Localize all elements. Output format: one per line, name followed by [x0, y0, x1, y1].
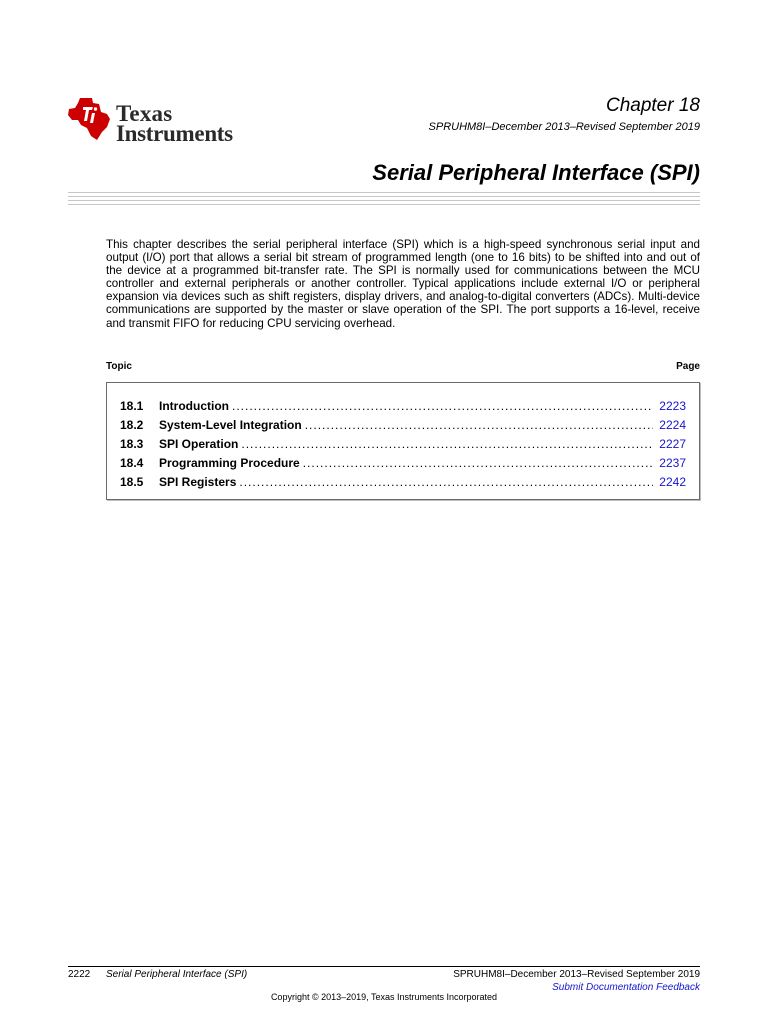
chapter-label: Chapter 18	[605, 95, 700, 116]
logo-line1: Texas	[116, 101, 173, 126]
chapter-title: Serial Peripheral Interface (SPI)	[372, 160, 700, 185]
title-rules	[68, 192, 700, 208]
toc-entry[interactable]	[120, 473, 686, 489]
footer-section-title: Serial Peripheral Interface (SPI)	[106, 969, 248, 980]
toc-entry-page-link[interactable]: 2224	[659, 418, 686, 432]
header-doc-id: SPRUHM8I–December 2013–Revised September 2019	[428, 121, 700, 133]
toc-entry-title: Introduction	[159, 399, 229, 413]
copyright-notice: Copyright © 2013–2019, Texas Instruments Incorporated	[270, 992, 498, 1002]
toc-entry-number: 18.4	[120, 456, 144, 470]
toc-entry-page-link[interactable]: 2223	[659, 399, 686, 413]
toc-entry-title: SPI Operation	[159, 437, 239, 451]
toc-entry-title: System-Level Integration	[159, 418, 302, 432]
toc-entry-title: Programming Procedure	[159, 456, 300, 470]
ti-logo	[66, 96, 266, 148]
toc-leader-dots	[232, 399, 653, 413]
toc-entry-number: 18.5	[120, 475, 144, 489]
toc-box	[106, 382, 700, 500]
toc-entry-page-link[interactable]: 2237	[659, 456, 686, 470]
logo-line2: Instruments	[116, 121, 233, 146]
toc-leader-dots	[239, 475, 653, 489]
toc-entry-title: SPI Registers	[159, 475, 237, 489]
toc-leader-dots	[305, 418, 653, 432]
toc-entry-page-link[interactable]: 2242	[659, 475, 686, 489]
toc-entry[interactable]	[120, 435, 686, 451]
footer-rule	[68, 966, 700, 967]
toc-entry-number: 18.1	[120, 399, 144, 413]
toc-entry[interactable]	[120, 397, 686, 413]
toc-entry-number: 18.2	[120, 418, 144, 432]
submit-feedback-link[interactable]: Submit Documentation Feedback	[552, 982, 700, 993]
intro-paragraph: This chapter describes the serial peripheral interface (SPI) which is a high-speed synchronous serial input and output (I/O) port that allows a serial bit stream of programmed length (one to 16 bits) to be shifted into and out of the device at a programmed bit-transfer rate. The SPI is normally used for communications between the MCU controller and external peripherals or another controller. Typical applications include external I/O or peripheral expansion via devices such as shift registers, display drivers, and analog-to-digital converters (ADCs). Multi-device communications are supported by the master or slave operation of the SPI. The port supports a 16-level, receive and transmit FIFO for reducing CPU servicing overhead.	[106, 238, 700, 330]
ti-state-logo-icon	[66, 96, 112, 142]
toc-leader-dots	[241, 437, 653, 451]
footer-page-number: 2222	[68, 969, 91, 980]
toc-topic-label: Topic	[106, 361, 132, 372]
ti-wordmark	[116, 101, 233, 146]
toc-page-label: Page	[676, 361, 700, 372]
toc-entry-page-link[interactable]: 2227	[659, 437, 686, 451]
toc-entry-number: 18.3	[120, 437, 144, 451]
footer-doc-id: SPRUHM8I–December 2013–Revised September 2019	[453, 969, 700, 980]
toc-entry[interactable]	[120, 454, 686, 470]
toc-leader-dots	[303, 456, 653, 470]
toc-entry[interactable]	[120, 416, 686, 432]
